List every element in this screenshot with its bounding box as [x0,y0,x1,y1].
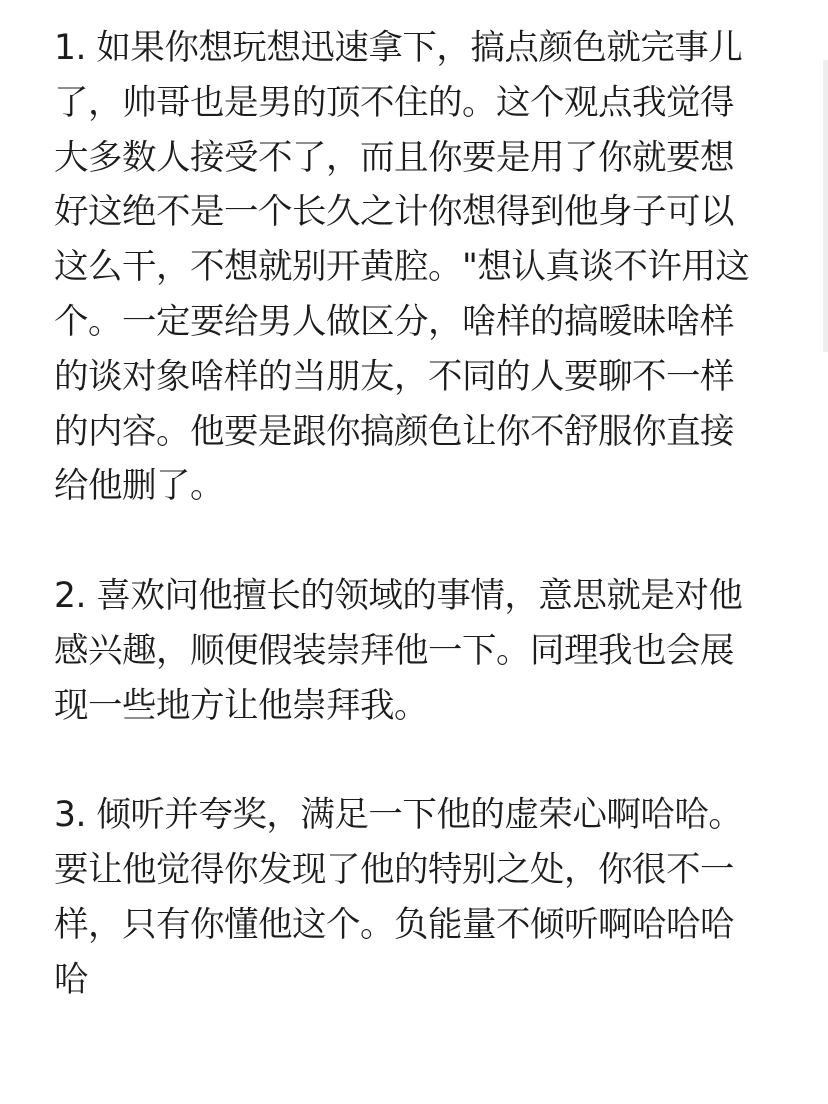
text-line: 3. 倾听并夸奖，满足一下他的虚荣心啊哈哈。 [54,795,743,836]
paragraph-spacer [54,733,766,788]
text-line: 感兴趣，顺便假装崇拜他一下。同理我也会展 [54,630,734,671]
text-line: 现一些地方让他崇拜我。 [54,685,428,726]
text-line: 2. 喜欢问他擅长的领域的事情，意思就是对他 [54,575,743,616]
article-body [54,21,766,1007]
text-line: 了，帅哥也是男的顶不住的。这个观点我觉得 [54,82,734,123]
text-line: 哈 [54,959,88,1000]
text-line: 个。一定要给男人做区分，啥样的搞暧昧啥样 [54,301,734,342]
paragraph-2 [54,569,766,733]
text-line: 的谈对象啥样的当朋友，不同的人要聊不一样 [54,356,734,397]
text-line: 1. 如果你想玩想迅速拿下，搞点颜色就完事儿 [54,28,743,68]
text-line: 大多数人接受不了，而且你要是用了你就要想 [54,137,734,178]
paragraph-1 [54,21,766,514]
text-line: 这么干，不想就别开黄腔。"想认真谈不许用这 [54,247,750,288]
text-line: 要让他觉得你发现了他的特别之处，你很不一 [54,849,734,890]
text-line: 好这绝不是一个长久之计你想得到他身子可以 [54,192,734,233]
scroll-indicator[interactable] [823,60,828,352]
paragraph-3 [54,788,766,1007]
text-line: 给他删了。 [54,466,224,507]
text-line: 样，只有你懂他这个。负能量不倾听啊哈哈哈 [54,904,734,945]
paragraph-spacer [54,514,766,569]
text-line: 的内容。他要是跟你搞颜色让你不舒服你直接 [54,411,734,452]
